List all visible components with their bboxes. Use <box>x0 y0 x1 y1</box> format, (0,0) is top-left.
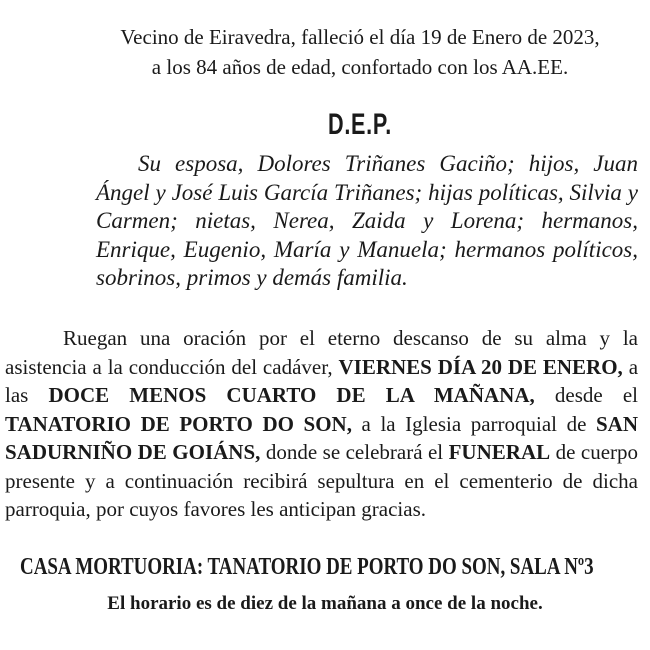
prayer-bold-funeral: FUNERAL <box>448 440 551 464</box>
family-paragraph: Su esposa, Dolores Triñanes Gaciño; hijos, Juan Ángel y José Luis García Triñanes; hijas políticas, Silvia y Carmen; nietas, Nerea, Zaida y Lorena; hermanos, Enrique, Eugenio, María y Manuela; hermanos políticos, sobrinos, primos y demás familia. <box>96 151 638 290</box>
prayer-text-4: a la Iglesia parroquial de <box>361 411 587 436</box>
dep-heading: D.E.P. <box>328 108 392 141</box>
prayer-bold-church: SAN SADURNIÑO DE GOIÁNS, <box>5 411 638 464</box>
prayer-bold-origin: TANATORIO DE PORTO DO SON, <box>5 411 352 436</box>
prayer-text-5: donde se celebrará el <box>265 440 444 464</box>
prayer-text-2: a las <box>5 354 639 407</box>
prayer-bold-time: DOCE MENOS CUARTO DE LA MAÑANA, <box>48 383 535 407</box>
mortuary-line: CASA MORTUORIA: TANATORIO DE PORTO DO SON, SALA Nº3 <box>20 554 594 580</box>
prayer-text-3: desde el <box>554 383 639 407</box>
prayer-text-6: de cuerpo presente y a continuación recibirá sepultura en el cementerio de dicha parroquia, por cuyos favores les anticipan gracias. <box>5 440 639 521</box>
schedule-line: El horario es de diez de la mañana a once de la noche. <box>107 593 543 614</box>
prayer-text-1: Ruegan una oración por el eterno descanso de su alma y la asistencia a la conducción del cadáver, <box>5 326 638 379</box>
prayer-paragraph <box>5 324 638 524</box>
intro-line-1: Vecino de Eiravedra, falleció el día 19 de Enero de 2023, <box>120 25 600 49</box>
prayer-bold-date: VIERNES DÍA 20 DE ENERO, <box>338 354 623 379</box>
intro-line-2: a los 84 años de edad, confortado con los AA.EE. <box>151 55 569 79</box>
